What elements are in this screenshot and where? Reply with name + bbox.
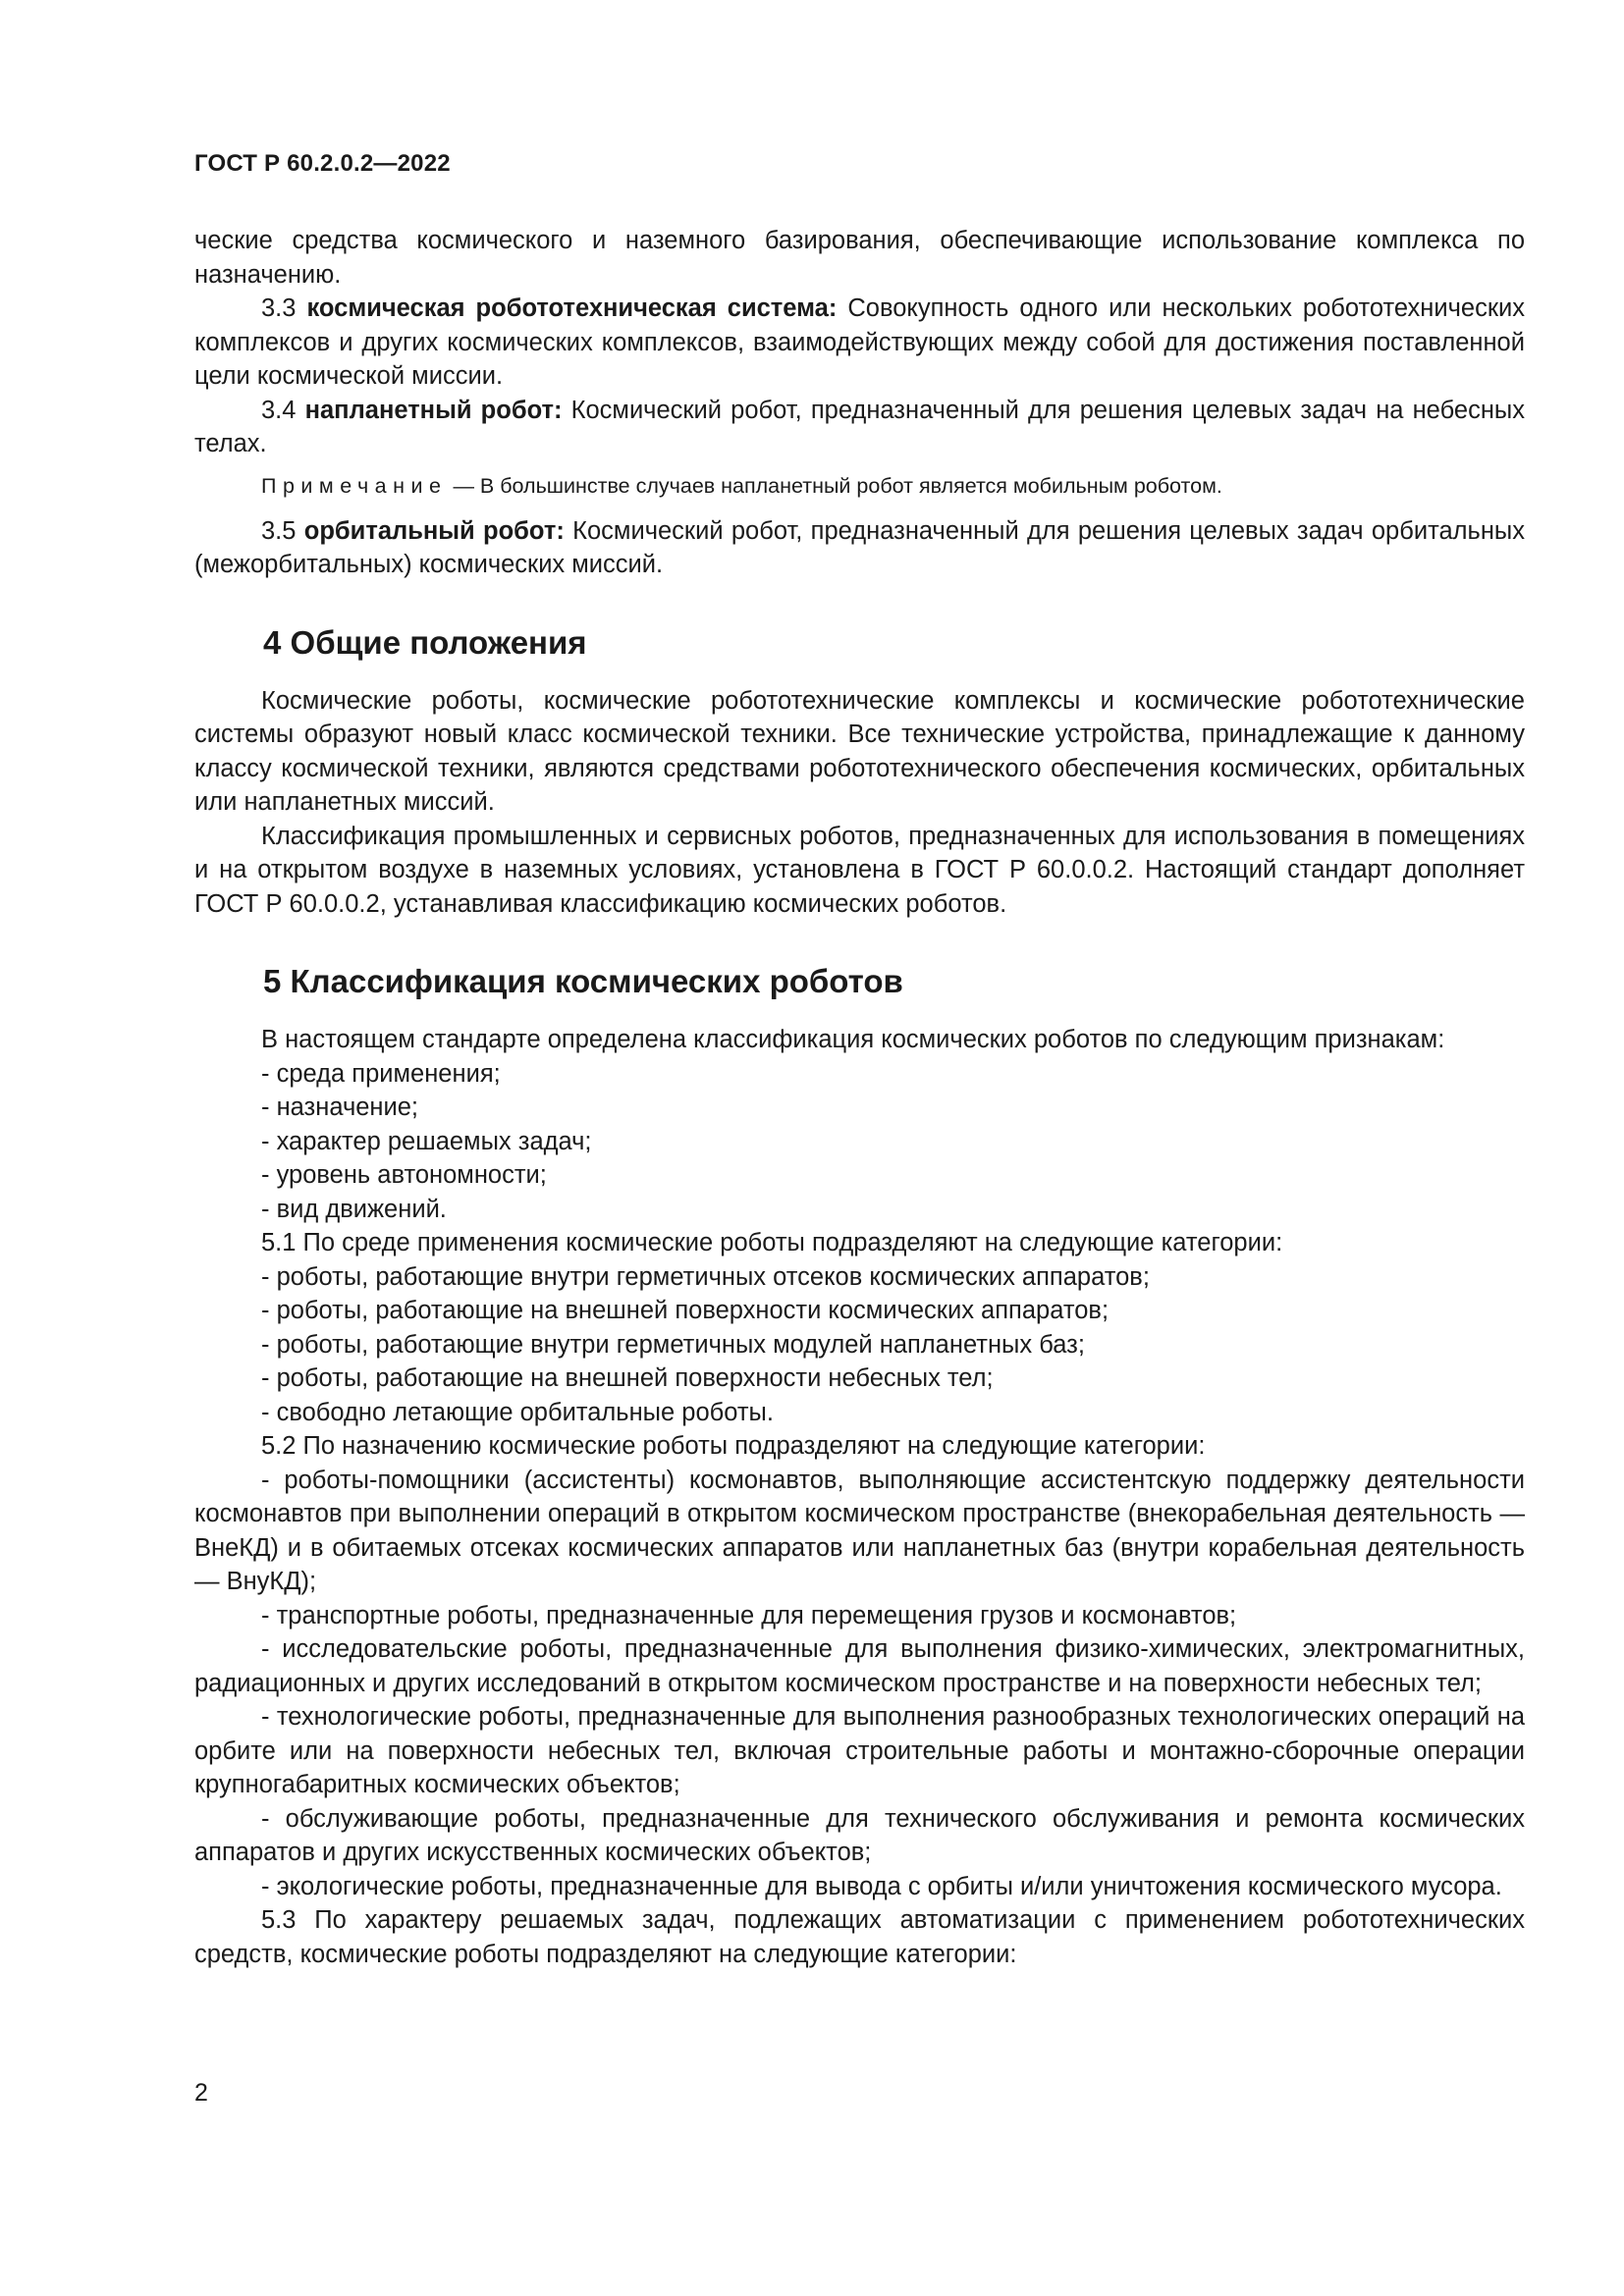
term-name: орбитальный робот: bbox=[303, 516, 565, 545]
section-4-paragraph: Классификация промышленных и сервисных роботов, предназначенных для использования в помещениях и на открытом воздухе в наземных условиях, установлена в ГОСТ Р 60.0.0.2. Настоящий стандарт дополняет ГОСТ Р 60.0.0.2, устанавливая классификацию космических роботов. bbox=[194, 822, 1525, 918]
clause-5-3: 5.3 По характеру решаемых задач, подлежащих автоматизации с применением робототехнических средств, космические роботы подразделяют на следующие категории: bbox=[194, 1906, 1525, 1968]
term-definition: Совокупность одного или нескольких робототехнических комплексов и других космических комплексов, взаимодействующих между собой для достижения поставленной цели космической миссии. bbox=[194, 294, 1525, 390]
list-item: - роботы, работающие на внешней поверхности космических аппаратов; bbox=[261, 1297, 1110, 1324]
list-item: - свободно летающие орбитальные роботы. bbox=[261, 1398, 774, 1426]
clause-5-1: 5.1 По среде применения космические роботы подразделяют на следующие категории: bbox=[261, 1229, 1283, 1256]
term-number: 3.3 bbox=[261, 294, 297, 322]
term-3-5 bbox=[194, 514, 1525, 582]
note-label: Примечание bbox=[261, 473, 448, 498]
list-item: - среда применения; bbox=[261, 1059, 501, 1088]
clause-5-2: 5.2 По назначению космические роботы подразделяют на следующие категории: bbox=[261, 1432, 1206, 1460]
term-number: 3.4 bbox=[261, 396, 297, 424]
page-number: 2 bbox=[194, 2079, 208, 2107]
note-text: — В большинстве случаев напланетный робот является мобильным роботом. bbox=[453, 473, 1222, 498]
list-item: - вид движений. bbox=[261, 1195, 447, 1223]
criteria-list bbox=[194, 1057, 1525, 1227]
term-name: напланетный робот: bbox=[304, 396, 563, 424]
term-3-3 bbox=[194, 292, 1525, 394]
list-item: - роботы, работающие внутри герметичных отсеков космических аппаратов; bbox=[261, 1262, 1150, 1291]
term-3-4 bbox=[194, 394, 1525, 461]
section-4-paragraph: Космические роботы, космические робототехнические комплексы и космические робототехнические системы образуют новый класс космической техники. Все технические устройства, принадлежащие к данному классу космической техники, являются средствами робототехнического обеспечения космических, орбитальных или напланетных миссий. bbox=[194, 686, 1525, 816]
term-number: 3.5 bbox=[261, 516, 297, 545]
list-item: - назначение; bbox=[261, 1094, 419, 1121]
section-4-heading: 4 Общие положения bbox=[263, 623, 587, 661]
environment-list bbox=[194, 1260, 1525, 1430]
purpose-item: - технологические роботы, предназначенные для выполнения разнообразных технологических операций на орбите или на поверхности небесных тел, включая строительные работы и монтажно-сборочные операции крупногабаритных космических объектов; bbox=[194, 1703, 1525, 1798]
term-definition: Космический робот, предназначенный для решения целевых задач орбитальных (межорбитальных) космических миссий. bbox=[194, 516, 1525, 578]
paragraph-continuation: ческие средства космического и наземного базирования, обеспечивающие использование комплекса по назначению. bbox=[194, 227, 1525, 289]
purpose-item: - обслуживающие роботы, предназначенные для технического обслуживания и ремонта космических аппаратов и других искусственных космических объектов; bbox=[194, 1804, 1525, 1866]
purpose-item: - транспортные роботы, предназначенные для перемещения грузов и космонавтов; bbox=[261, 1601, 1237, 1629]
purpose-item: - экологические роботы, предназначенные для вывода с орбиты и/или уничтожения космического мусора. bbox=[261, 1872, 1502, 1900]
purpose-item: - роботы-помощники (ассистенты) космонавтов, выполняющие ассистентскую поддержку деятельности космонавтов при выполнении операций в открытом космическом пространстве (внекорабельная деятельность — ВнеКД) и в обитаемых отсеках космических аппаратов или напланетных баз (внутри корабельная деятельность — ВнуКД); bbox=[194, 1466, 1525, 1595]
note bbox=[194, 471, 1525, 501]
list-item: - характер решаемых задач; bbox=[261, 1127, 592, 1155]
term-name: космическая робототехническая система: bbox=[306, 294, 838, 322]
document-header: ГОСТ Р 60.2.0.2—2022 bbox=[194, 150, 451, 177]
list-item: - роботы, работающие внутри герметичных модулей напланетных баз; bbox=[261, 1330, 1085, 1359]
purpose-item: - исследовательские роботы, предназначенные для выполнения физико-химических, электромагнитных, радиационных и других исследований в открытом космическом пространстве и на поверхности небесных тел; bbox=[194, 1635, 1525, 1697]
term-definition: Космический робот, предназначенный для решения целевых задач на небесных телах. bbox=[194, 396, 1525, 457]
section-5-heading: 5 Классификация космических роботов bbox=[263, 963, 903, 999]
section-5-intro: В настоящем стандарте определена классификация космических роботов по следующим признакам: bbox=[261, 1026, 1445, 1053]
list-item: - уровень автономности; bbox=[261, 1161, 547, 1189]
document-body bbox=[194, 224, 1525, 1971]
list-item: - роботы, работающие на внешней поверхности небесных тел; bbox=[261, 1364, 994, 1392]
